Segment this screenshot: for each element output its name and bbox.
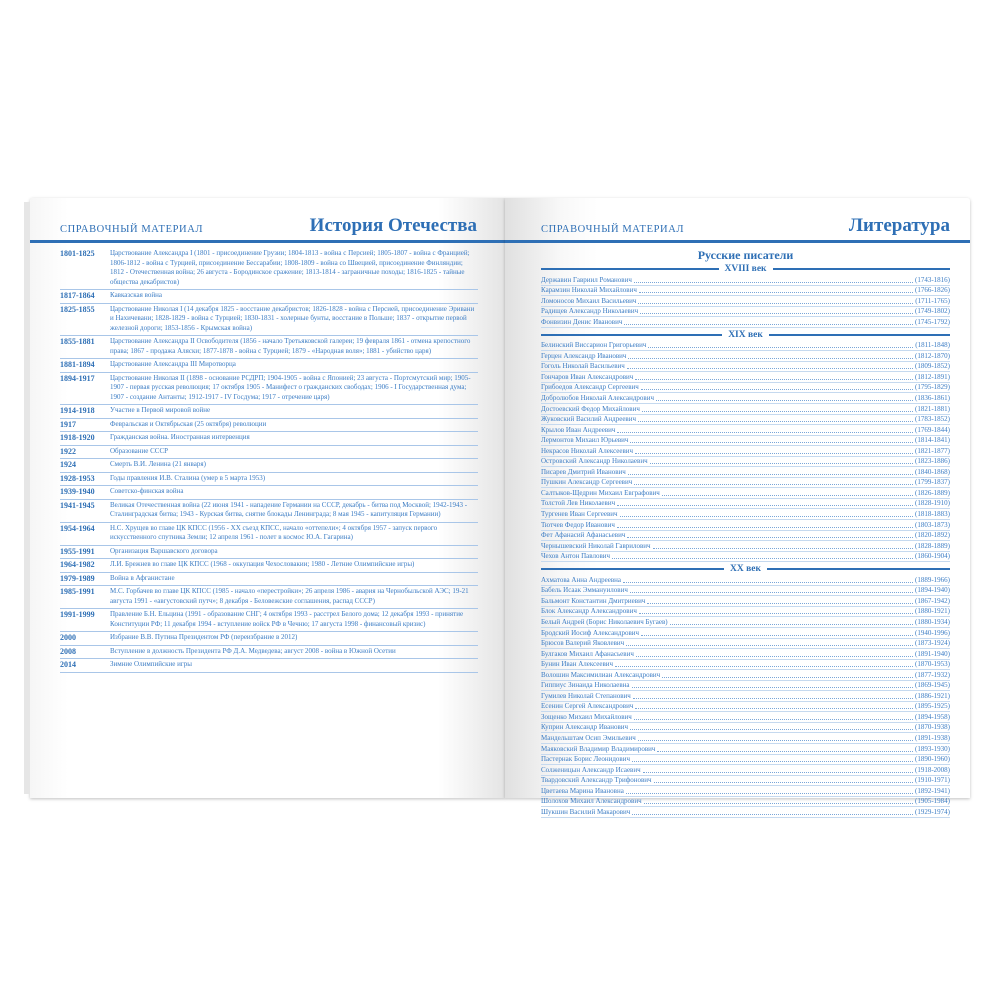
event-year: 1855-1881 bbox=[60, 337, 95, 346]
event-description: Советско-финская война bbox=[110, 487, 184, 495]
writer-row bbox=[541, 415, 950, 426]
writer-row bbox=[541, 586, 950, 597]
writer-row bbox=[541, 488, 950, 499]
century-name: XIX век bbox=[728, 329, 763, 340]
writer-years: (1711-1765) bbox=[915, 296, 950, 305]
event-year: 1914-1918 bbox=[60, 406, 95, 415]
writer-row bbox=[541, 509, 950, 520]
leader-dots bbox=[639, 613, 913, 614]
leader-dots bbox=[642, 411, 913, 412]
writer-row bbox=[541, 351, 950, 362]
writer-years: (1910-1971) bbox=[915, 776, 950, 785]
writer-row bbox=[541, 807, 950, 818]
writer-name: Белинский Виссарион Григорьевич bbox=[541, 341, 647, 350]
writer-row bbox=[541, 649, 950, 660]
writer-years: (1823-1886) bbox=[915, 457, 950, 466]
writer-name: Чехов Антон Павлович bbox=[541, 552, 611, 561]
writer-row bbox=[541, 723, 950, 734]
leader-dots bbox=[612, 558, 913, 559]
event-year: 1964-1982 bbox=[60, 560, 95, 569]
leader-dots bbox=[626, 645, 913, 646]
writer-name: Ломоносов Михаил Васильевич bbox=[541, 296, 637, 305]
writer-row bbox=[541, 755, 950, 766]
writer-years: (1828-1910) bbox=[915, 499, 950, 508]
writer-name: Карамзин Николай Михайлович bbox=[541, 286, 637, 295]
event-year: 1917 bbox=[60, 419, 76, 429]
writer-name: Писарев Дмитрий Иванович bbox=[541, 467, 626, 476]
history-event-row bbox=[60, 546, 478, 560]
writer-years: (1929-1974) bbox=[915, 807, 950, 816]
writer-name: Жуковский Василий Андреевич bbox=[541, 415, 637, 424]
history-event-row bbox=[60, 632, 478, 646]
writer-years: (1828-1889) bbox=[915, 541, 950, 550]
event-description: Царствование Александра I (1801 - присоединение Грузии; 1804-1813 - война с Персией; 1805-1807 - война с Францией; 1806-1812 - война с Турцией, присоединение Бессарабии; 1808-1809 - война со Швецией, присоединение Финляндии; 1812 - Отечественная война; 26 августа - Бородинское сражение; 1813-1814 - заграничные походы; 1816-1825 - тайные общества декабристов) bbox=[110, 249, 470, 286]
leader-dots bbox=[623, 582, 913, 583]
writers-subtitle: Русские писатели bbox=[697, 248, 794, 262]
leader-dots bbox=[641, 635, 913, 636]
writer-name: Пастернак Борис Леонидович bbox=[541, 755, 630, 764]
history-event-row bbox=[60, 573, 478, 587]
history-event-row bbox=[60, 336, 478, 359]
century-rule bbox=[773, 268, 951, 270]
leader-dots bbox=[617, 527, 913, 528]
writer-name: Фонвизин Денис Иванович bbox=[541, 317, 623, 326]
leader-dots bbox=[635, 453, 913, 454]
writer-row bbox=[541, 617, 950, 628]
writer-row bbox=[541, 467, 950, 478]
writer-row bbox=[541, 296, 950, 307]
history-event-row bbox=[60, 419, 478, 433]
leader-dots bbox=[670, 624, 913, 625]
writer-name: Тургенев Иван Сергеевич bbox=[541, 510, 618, 519]
writer-row bbox=[541, 446, 950, 457]
history-event-row bbox=[60, 523, 478, 546]
leader-dots bbox=[636, 656, 913, 657]
event-year: 1991-1999 bbox=[60, 610, 95, 619]
right-header bbox=[505, 210, 970, 243]
writer-years: (1889-1966) bbox=[915, 575, 950, 584]
event-year: 1894-1917 bbox=[60, 373, 95, 383]
writer-years: (1836-1861) bbox=[915, 394, 950, 403]
century-heading bbox=[541, 329, 950, 341]
leader-dots bbox=[662, 677, 913, 678]
writer-row bbox=[541, 307, 950, 318]
writer-name: Маяковский Владимир Владимирович bbox=[541, 744, 656, 753]
writer-years: (1918-2008) bbox=[915, 765, 950, 774]
writer-years: (1870-1953) bbox=[915, 660, 950, 669]
writer-years: (1886-1921) bbox=[915, 691, 950, 700]
writer-years: (1860-1904) bbox=[915, 552, 950, 561]
event-description: Царствование Николая I (14 декабря 1825 - восстание декабристов; 1826-1828 - война с Персией, присоединение Эривани и Нахичевани; 1828-1829 - война с Турцией; 1830-1831 - холерные бунты, восстание в Польше; 1837 - открытие первой железной дороги; 1853-1856 - Крымская война) bbox=[110, 304, 475, 332]
writer-name: Гончаров Иван Александрович bbox=[541, 372, 634, 381]
event-year: 2000 bbox=[60, 633, 76, 642]
history-event-row bbox=[60, 486, 478, 500]
writer-name: Толстой Лев Николаевич bbox=[541, 499, 616, 508]
writer-years: (1766-1826) bbox=[915, 286, 950, 295]
event-year: 1954-1964 bbox=[60, 523, 95, 533]
writer-years: (1743-1816) bbox=[915, 275, 950, 284]
leader-dots bbox=[628, 358, 913, 359]
writer-name: Цветаева Марина Ивановна bbox=[541, 786, 624, 795]
writer-row bbox=[541, 457, 950, 468]
writer-years: (1814-1841) bbox=[915, 436, 950, 445]
century-rule bbox=[767, 568, 950, 570]
leader-dots bbox=[639, 292, 913, 293]
history-event-row bbox=[60, 304, 478, 337]
event-year: 1924 bbox=[60, 460, 76, 469]
writer-name: Мандельштам Осип Эмильевич bbox=[541, 733, 636, 742]
leader-dots bbox=[630, 442, 913, 443]
writer-name: Блок Александр Александрович bbox=[541, 607, 637, 616]
writer-years: (1826-1889) bbox=[915, 488, 950, 497]
writer-years: (1799-1837) bbox=[915, 478, 950, 487]
event-description: Кавказская война bbox=[110, 291, 162, 299]
writer-row bbox=[541, 478, 950, 489]
century-rule bbox=[541, 568, 724, 570]
event-description: Зимние Олимпийские игры bbox=[110, 660, 192, 668]
event-year: 1939-1940 bbox=[60, 487, 95, 496]
writer-row bbox=[541, 383, 950, 394]
leader-dots bbox=[638, 740, 913, 741]
event-year: 2014 bbox=[60, 660, 76, 669]
writer-row bbox=[541, 575, 950, 586]
writer-name: Брюсов Валерий Яковлевич bbox=[541, 639, 625, 648]
left-header bbox=[30, 210, 505, 243]
leader-dots bbox=[627, 537, 913, 538]
leader-dots bbox=[650, 463, 913, 464]
century-rule bbox=[769, 334, 950, 336]
writer-name: Есенин Сергей Александрович bbox=[541, 702, 634, 711]
writer-years: (1818-1883) bbox=[915, 510, 950, 519]
writer-years: (1811-1848) bbox=[915, 341, 950, 350]
leader-dots bbox=[653, 548, 913, 549]
writer-row bbox=[541, 341, 950, 352]
event-description: Л.И. Брежнев во главе ЦК КПСС (1968 - оккупация Чехословакии; 1980 - Летние Олимпийские игры) bbox=[110, 560, 415, 568]
leader-dots bbox=[648, 347, 913, 348]
writer-name: Чернышевский Николай Гаврилович bbox=[541, 541, 651, 550]
history-event-row bbox=[60, 646, 478, 660]
writer-years: (1873-1924) bbox=[915, 639, 950, 648]
event-year: 1941-1945 bbox=[60, 500, 95, 510]
writer-name: Бродский Иосиф Александрович bbox=[541, 628, 640, 637]
writer-name: Радищев Александр Николаевич bbox=[541, 307, 639, 316]
leader-dots bbox=[632, 814, 913, 815]
history-event-row bbox=[60, 432, 478, 446]
writer-years: (1867-1942) bbox=[915, 596, 950, 605]
writer-row bbox=[541, 797, 950, 808]
writers-list bbox=[541, 248, 950, 818]
leader-dots bbox=[633, 698, 913, 699]
writer-name: Шолохов Михаил Александрович bbox=[541, 797, 642, 806]
century-rule bbox=[541, 268, 719, 270]
writer-years: (1803-1873) bbox=[915, 520, 950, 529]
writer-years: (1880-1934) bbox=[915, 617, 950, 626]
event-year: 1817-1864 bbox=[60, 291, 95, 300]
leader-dots bbox=[644, 803, 913, 804]
writer-name: Островский Александр Николаевич bbox=[541, 457, 648, 466]
left-page-title: История Отечества bbox=[309, 215, 477, 236]
writer-name: Твардовский Александр Трифонович bbox=[541, 776, 652, 785]
history-event-row bbox=[60, 500, 478, 523]
writer-row bbox=[541, 286, 950, 297]
writer-years: (1877-1932) bbox=[915, 670, 950, 679]
leader-dots bbox=[627, 368, 913, 369]
leader-dots bbox=[634, 719, 913, 720]
writer-name: Державин Гавриил Романович bbox=[541, 275, 632, 284]
century-heading bbox=[541, 563, 950, 575]
event-description: Смерть В.И. Ленина (21 января) bbox=[110, 460, 206, 468]
writer-name: Гиппиус Зинаида Николаевна bbox=[541, 681, 630, 690]
writer-years: (1840-1868) bbox=[915, 467, 950, 476]
writer-name: Зощенко Михаил Михайлович bbox=[541, 712, 632, 721]
writer-years: (1890-1960) bbox=[915, 755, 950, 764]
event-description: Царствование Николая II (1898 - основание РСДРП; 1904-1905 - война с Японией; 23 августа - Портсмутский мир; 1905-1907 - первая русская революция; 17 октября 1905 - Манифест о гражданских свободах; 1906 - I Государственная дума; 1907 - создание Антанты; 1912-1917 - IV Госдума; 1917 - отречение царя) bbox=[110, 373, 471, 401]
writer-name: Куприн Александр Иванович bbox=[541, 723, 629, 732]
writer-row bbox=[541, 541, 950, 552]
event-description: М.С. Горбачев во главе ЦК КПСС (1985 - начало «перестройки»; 26 апреля 1986 - авария на Чернобыльской АЭС; 19-21 августа 1991 - «августовский путч»; 8 декабря - Беловежские соглашения, распад СССР) bbox=[110, 587, 469, 605]
event-description: Годы правления И.В. Сталина (умер в 5 марта 1953) bbox=[110, 473, 266, 482]
event-description: Образование СССР bbox=[110, 446, 169, 455]
writer-name: Герцен Александр Иванович bbox=[541, 351, 627, 360]
event-description: Н.С. Хрущев во главе ЦК КПСС (1956 - XX съезд КПСС, начало «оттепели»; 4 октября 1957 - запуск первого искусственного спутника Земли; 12 апреля 1961 - полет в космос Ю.А. Гагарина) bbox=[110, 523, 438, 541]
history-event-row bbox=[60, 290, 478, 304]
writer-row bbox=[541, 670, 950, 681]
history-timeline bbox=[60, 248, 478, 673]
leader-dots bbox=[624, 324, 913, 325]
leader-dots bbox=[626, 793, 913, 794]
leader-dots bbox=[657, 751, 913, 752]
left-page bbox=[30, 198, 505, 798]
event-description: Война в Афганистане bbox=[110, 573, 175, 582]
leader-dots bbox=[647, 603, 913, 604]
writer-name: Пушкин Александр Сергеевич bbox=[541, 478, 633, 487]
event-description: Участие в Первой мировой войне bbox=[110, 406, 211, 414]
writer-years: (1870-1938) bbox=[915, 723, 950, 732]
event-year: 1979-1989 bbox=[60, 573, 95, 583]
writer-row bbox=[541, 404, 950, 415]
right-section-label: СПРАВОЧНЫЙ МАТЕРИАЛ bbox=[541, 224, 685, 235]
event-description: Избрание В.В. Путина Президентом РФ (переизбрание в 2012) bbox=[110, 633, 298, 641]
writer-years: (1894-1940) bbox=[915, 586, 950, 595]
leader-dots bbox=[615, 666, 913, 667]
event-description: Царствование Александра III Миротворца bbox=[110, 360, 236, 368]
leader-dots bbox=[632, 761, 913, 762]
writer-years: (1812-1891) bbox=[915, 372, 950, 381]
event-description: Организация Варшавского договора bbox=[110, 546, 218, 555]
writer-row bbox=[541, 596, 950, 607]
writer-row bbox=[541, 681, 950, 692]
leader-dots bbox=[630, 592, 913, 593]
writer-years: (1795-1829) bbox=[915, 383, 950, 392]
writer-name: Гоголь Николай Васильевич bbox=[541, 362, 625, 371]
writer-years: (1769-1844) bbox=[915, 425, 950, 434]
leader-dots bbox=[632, 687, 913, 688]
leader-dots bbox=[617, 505, 913, 506]
leader-dots bbox=[620, 516, 913, 517]
writer-name: Волошин Максимилиан Александрович bbox=[541, 670, 661, 679]
writer-name: Бабель Исаак Эммануилович bbox=[541, 586, 628, 595]
writer-name: Достоевский Федор Михайлович bbox=[541, 404, 640, 413]
writer-name: Крылов Иван Андреевич bbox=[541, 425, 616, 434]
writer-years: (1905-1984) bbox=[915, 797, 950, 806]
writer-row bbox=[541, 499, 950, 510]
leader-dots bbox=[638, 303, 913, 304]
writer-years: (1880-1921) bbox=[915, 607, 950, 616]
writer-years: (1895-1925) bbox=[915, 702, 950, 711]
history-event-row bbox=[60, 459, 478, 473]
writer-name: Тютчев Федор Иванович bbox=[541, 520, 615, 529]
leader-dots bbox=[662, 495, 913, 496]
writer-row bbox=[541, 660, 950, 671]
writer-name: Ахматова Анна Андреевна bbox=[541, 575, 622, 584]
event-description: Вступление в должность Президента РФ Д.А. Медведева; август 2008 - война в Южной Осетии bbox=[110, 646, 396, 655]
writer-row bbox=[541, 786, 950, 797]
leader-dots bbox=[628, 474, 913, 475]
writer-row bbox=[541, 607, 950, 618]
event-year: 2008 bbox=[60, 646, 76, 656]
leader-dots bbox=[643, 772, 913, 773]
leader-dots bbox=[630, 729, 913, 730]
history-event-row bbox=[60, 248, 478, 290]
writer-years: (1892-1941) bbox=[915, 786, 950, 795]
writer-row bbox=[541, 362, 950, 373]
event-year: 1801-1825 bbox=[60, 249, 95, 258]
writer-row bbox=[541, 275, 950, 286]
writer-years: (1745-1792) bbox=[915, 317, 950, 326]
writer-row bbox=[541, 531, 950, 542]
century-heading bbox=[541, 263, 950, 275]
history-event-row bbox=[60, 359, 478, 373]
century-name: XX век bbox=[730, 564, 761, 575]
writer-name: Некрасов Николай Алексеевич bbox=[541, 446, 634, 455]
writer-years: (1821-1881) bbox=[915, 404, 950, 413]
right-page-title: Литература bbox=[848, 215, 950, 236]
writer-years: (1812-1870) bbox=[915, 351, 950, 360]
history-event-row bbox=[60, 609, 478, 632]
event-year: 1928-1953 bbox=[60, 473, 95, 483]
event-description: Февральская и Октябрьская (25 октября) революции bbox=[110, 419, 267, 428]
leader-dots bbox=[638, 421, 913, 422]
leader-dots bbox=[641, 389, 913, 390]
writer-name: Шукшин Василий Макарович bbox=[541, 807, 631, 816]
century-rule bbox=[541, 334, 722, 336]
writer-name: Бунин Иван Алексеевич bbox=[541, 660, 614, 669]
writer-name: Белый Андрей (Борис Николаевич Бугаев) bbox=[541, 617, 668, 626]
leader-dots bbox=[635, 708, 913, 709]
writer-row bbox=[541, 425, 950, 436]
writer-name: Салтыков-Щедрин Михаил Евграфович bbox=[541, 488, 660, 497]
writer-name: Добролюбов Николай Александрович bbox=[541, 394, 654, 403]
leader-dots bbox=[634, 484, 913, 485]
writer-years: (1891-1938) bbox=[915, 733, 950, 742]
event-year: 1825-1855 bbox=[60, 304, 95, 314]
event-year: 1881-1894 bbox=[60, 360, 95, 369]
left-section-label: СПРАВОЧНЫЙ МАТЕРИАЛ bbox=[60, 224, 204, 235]
writer-years: (1869-1945) bbox=[915, 681, 950, 690]
writer-years: (1821-1877) bbox=[915, 446, 950, 455]
history-event-row bbox=[60, 405, 478, 419]
writer-row bbox=[541, 372, 950, 383]
right-page bbox=[505, 198, 970, 816]
history-event-row bbox=[60, 659, 478, 673]
writer-row bbox=[541, 628, 950, 639]
leader-dots bbox=[640, 313, 913, 314]
writer-row bbox=[541, 744, 950, 755]
writer-years: (1891-1940) bbox=[915, 649, 950, 658]
event-description: Великая Отечественная война (22 июня 1941 - нападение Германии на СССР, декабрь - битва под Москвой; 1942-1943 - Сталинградская битва; 1943 - Курская битва, снятие блокады Ленинграда; 8 мая 1945 - капитуляция Германии) bbox=[110, 500, 468, 518]
history-event-row bbox=[60, 373, 478, 406]
writer-row bbox=[541, 702, 950, 713]
history-event-row bbox=[60, 559, 478, 573]
open-notebook bbox=[30, 188, 970, 816]
writer-row bbox=[541, 639, 950, 650]
writer-row bbox=[541, 712, 950, 723]
writer-name: Гумилев Николай Степанович bbox=[541, 691, 631, 700]
writer-years: (1749-1802) bbox=[915, 307, 950, 316]
writer-row bbox=[541, 317, 950, 328]
writer-years: (1893-1930) bbox=[915, 744, 950, 753]
event-year: 1985-1991 bbox=[60, 587, 95, 596]
event-year: 1922 bbox=[60, 446, 76, 456]
writer-row bbox=[541, 520, 950, 531]
history-event-row bbox=[60, 473, 478, 487]
writer-years: (1809-1852) bbox=[915, 362, 950, 371]
history-event-row bbox=[60, 446, 478, 460]
leader-dots bbox=[635, 379, 913, 380]
writer-row bbox=[541, 776, 950, 787]
writer-years: (1894-1958) bbox=[915, 712, 950, 721]
writer-years: (1783-1852) bbox=[915, 415, 950, 424]
writer-row bbox=[541, 393, 950, 404]
event-year: 1918-1920 bbox=[60, 433, 95, 442]
century-name: XVIII век bbox=[724, 264, 767, 274]
writer-years: (1820-1892) bbox=[915, 531, 950, 540]
writer-name: Грибоедов Александр Сергеевич bbox=[541, 383, 639, 392]
writer-row bbox=[541, 691, 950, 702]
event-description: Правление Б.Н. Ельцина (1991 - образование СНГ; 4 октября 1993 - расстрел Белого дома; 12 декабря 1993 - принятие Конституции РФ; 11 декабря 1994 - вступление войск РФ в Чечню; 17 августа 1998 - финансовый кризис) bbox=[110, 610, 464, 628]
leader-dots bbox=[634, 282, 913, 283]
history-event-row bbox=[60, 586, 478, 609]
writer-row bbox=[541, 552, 950, 563]
leader-dots bbox=[617, 432, 913, 433]
leader-dots bbox=[654, 782, 913, 783]
writer-name: Фет Афанасий Афанасьевич bbox=[541, 531, 626, 540]
writer-row bbox=[541, 765, 950, 776]
writer-years: (1940-1996) bbox=[915, 628, 950, 637]
writer-row bbox=[541, 436, 950, 447]
writer-name: Бальмонт Константин Дмитриевич bbox=[541, 596, 646, 605]
event-year: 1955-1991 bbox=[60, 546, 95, 556]
writer-row bbox=[541, 733, 950, 744]
event-description: Царствование Александра II Освободителя (1856 - начало Третьяковской галереи; 19 февраля 1861 - отмена крепостного права; 1867 - продажа Аляски; 1877-1878 - война с Турцией; 1879 - «Народная воля»; 1881 - убийство царя) bbox=[110, 337, 471, 355]
event-description: Гражданская война. Иностранная интервенция bbox=[110, 433, 250, 441]
writer-name: Булгаков Михаил Афанасьевич bbox=[541, 649, 634, 658]
writer-name: Лермонтов Михаил Юрьевич bbox=[541, 436, 629, 445]
writer-name: Солженицын Александр Исаевич bbox=[541, 765, 641, 774]
leader-dots bbox=[656, 400, 913, 401]
